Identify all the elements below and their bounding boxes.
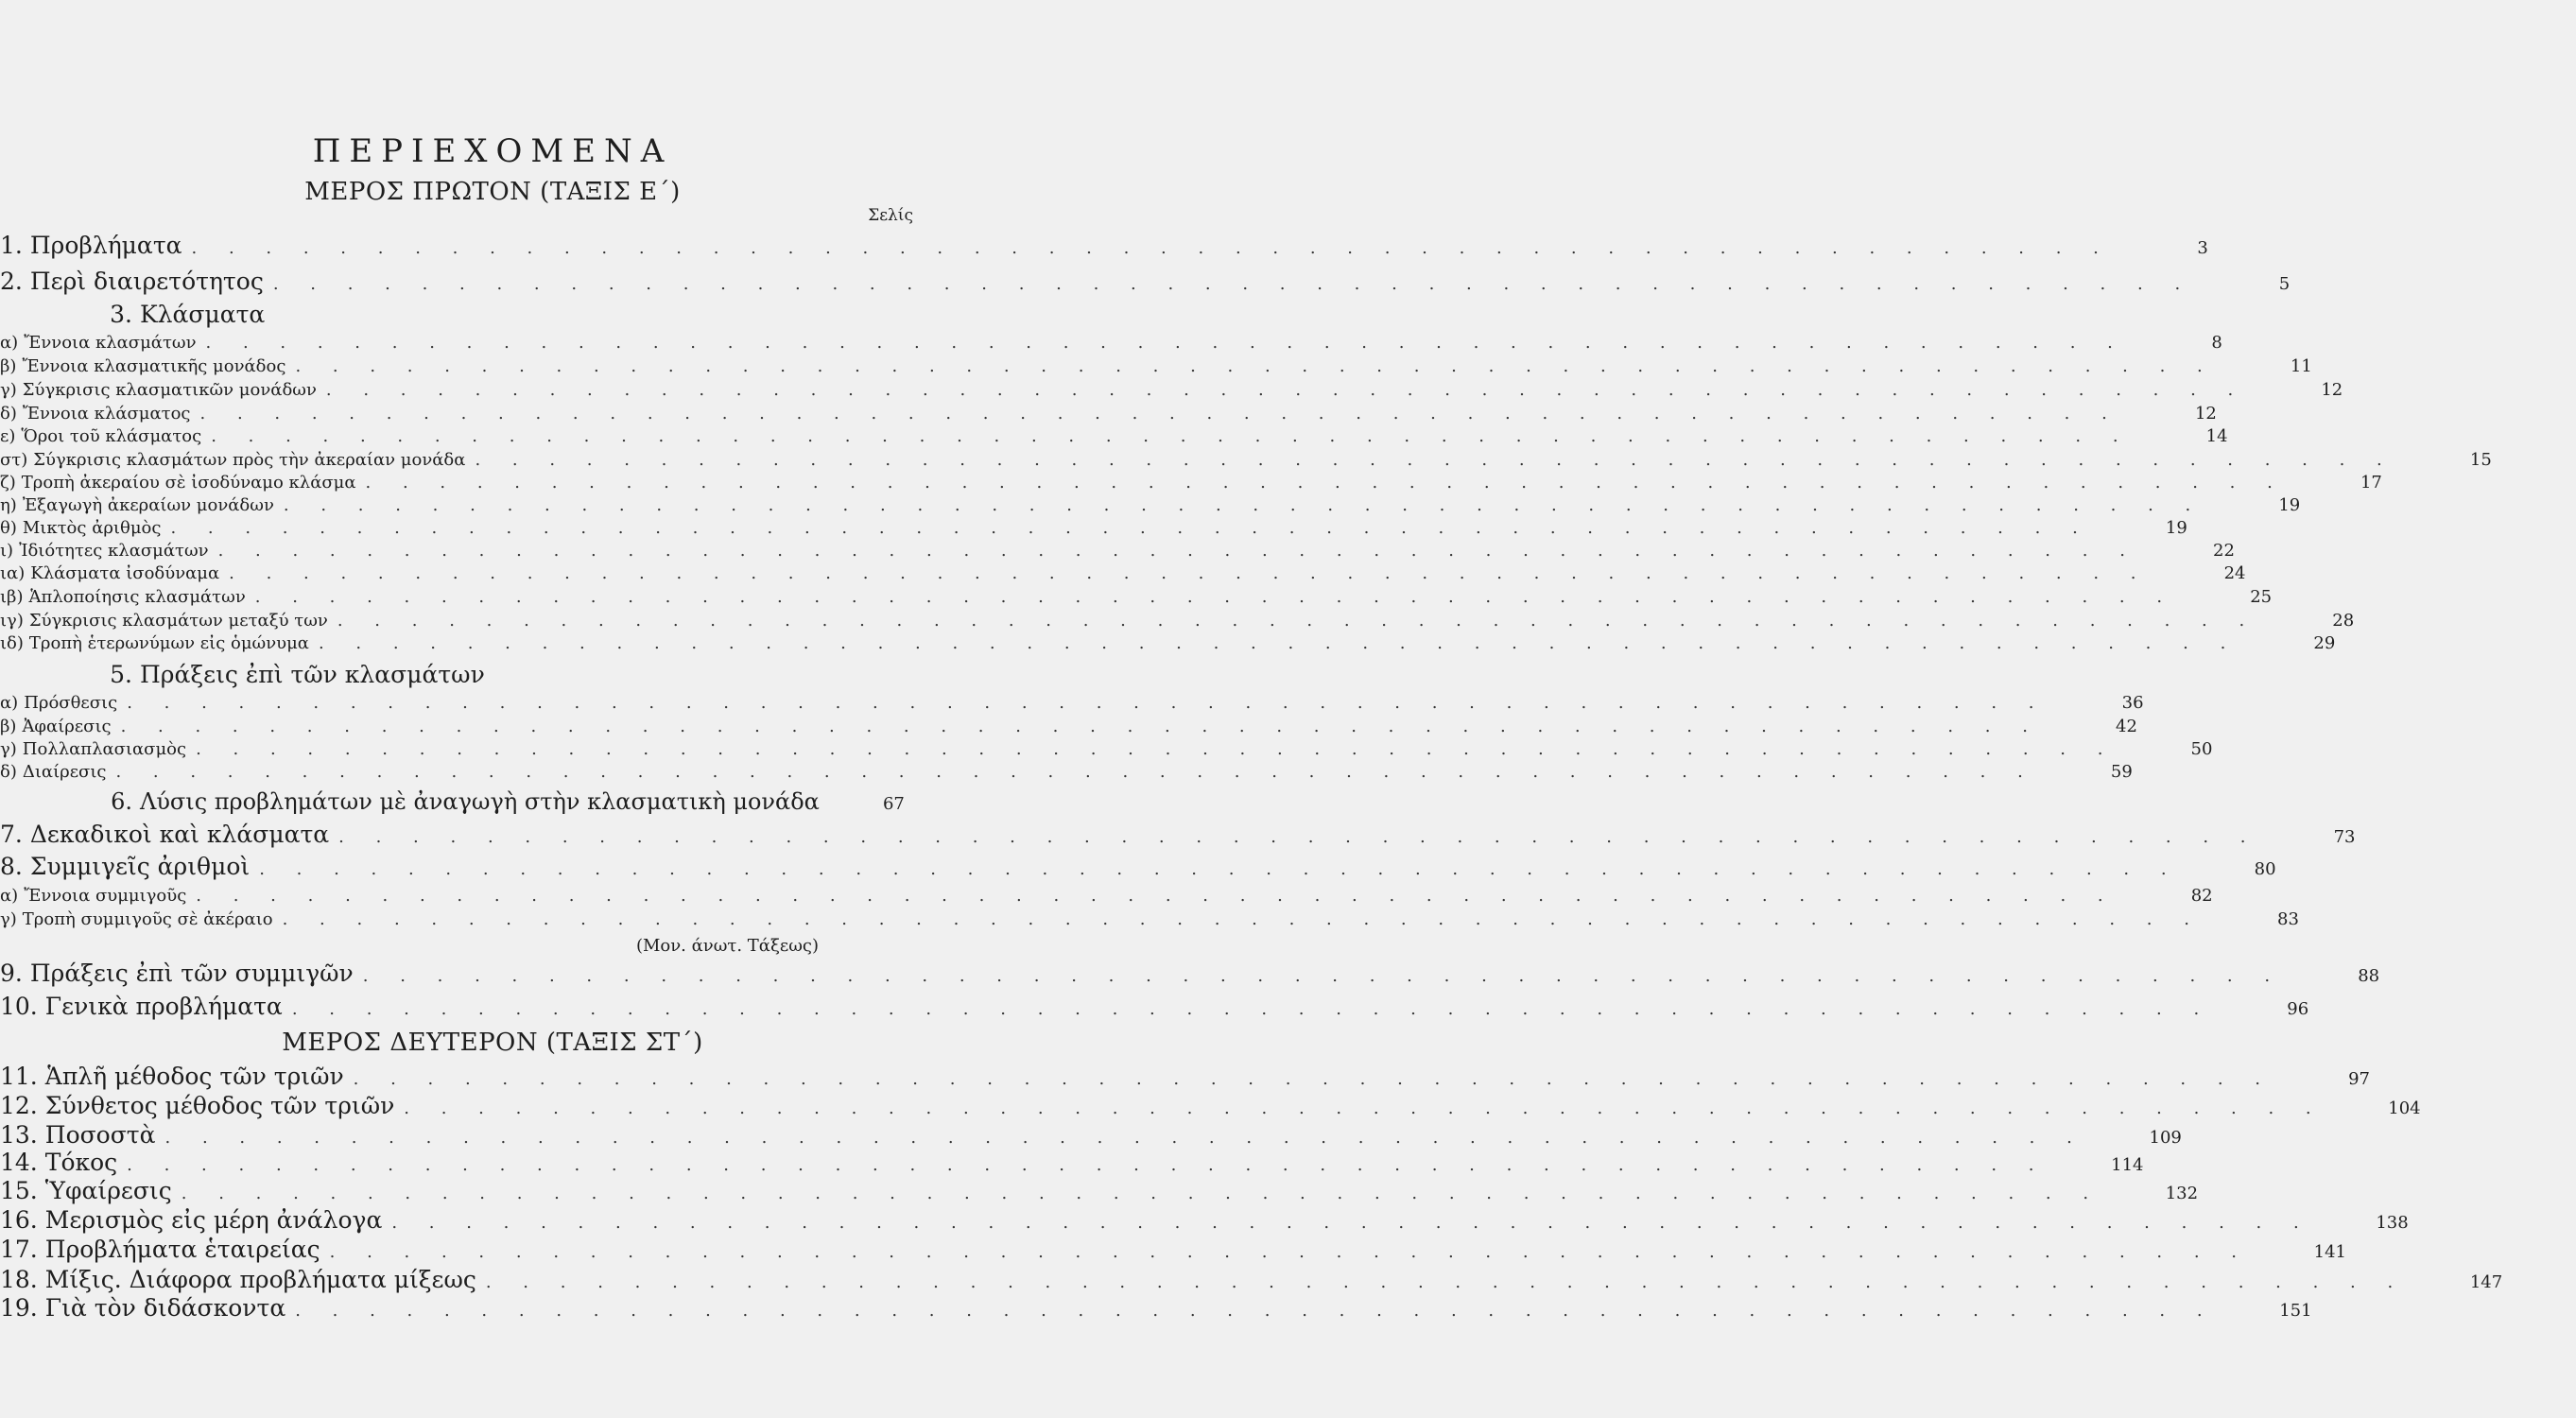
toc-subentry: β) Ἀφαίρεσις . . . . . . . . . . . . . . . . . . . . . . . . . . . . . . . . . . . . . . . . . . . . . . . . . . . . 42 bbox=[0, 717, 985, 736]
entry-label: Τροπὴ ἀκεραίου σὲ ἰσοδύναμο κλάσμα bbox=[21, 473, 356, 493]
entry-label: Ἔννοια συμμιγοῦς bbox=[24, 886, 187, 906]
entry-page: 138 bbox=[2376, 1213, 2409, 1233]
toc-subentry: δ) Ἔννοια κλάσματος . . . . . . . . . . . . . . . . . . . . . . . . . . . . . . . . . . . . . . . . . . . . . . . . . . . . 12 bbox=[0, 404, 985, 424]
page-title: ΠΕΡΙΕΧΟΜΕΝΑ bbox=[312, 132, 673, 170]
entry-label: Πράξεις ἐπὶ τῶν συμμιγῶν bbox=[29, 960, 354, 987]
toc-subentry: γ) Πολλαπλασιασμὸς . . . . . . . . . . . . . . . . . . . . . . . . . . . . . . . . . . . . . . . . . . . . . . . . . . . . 50 bbox=[0, 739, 985, 759]
toc-subentry: ια) Κλάσματα ἰσοδύναμα . . . . . . . . . . . . . . . . . . . . . . . . . . . . . . . . . . . . . . . . . . . . . . . . . . . . 24 bbox=[0, 563, 985, 583]
entry-page: 151 bbox=[2279, 1301, 2312, 1321]
entry-label: Τόκος bbox=[44, 1149, 118, 1176]
entry-label: Πράξεις ἐπὶ τῶν κλασμάτων bbox=[140, 661, 485, 688]
toc-entry: 16. Μερισμὸς εἰς μέρη ἀνάλογα . . . . . . . . . . . . . . . . . . . . . . . . . . . . . . . . . . . . . . . . . . . . . . . . . . . . 138 bbox=[0, 1206, 985, 1234]
entry-label: Σύνθετος μέθοδος τῶν τριῶν bbox=[44, 1092, 395, 1119]
entry-label: Ἁπλῆ μέθοδος τῶν τριῶν bbox=[44, 1063, 344, 1090]
entry-page: 3 bbox=[2197, 238, 2208, 258]
entry-page: 80 bbox=[2254, 859, 2276, 879]
toc-entry: 10. Γενικὰ προβλήματα . . . . . . . . . . . . . . . . . . . . . . . . . . . . . . . . . . . . . . . . . . . . . . . . . . . . 96 bbox=[0, 993, 985, 1020]
toc-entry: 8. Συμμιγεῖς ἀριθμοὶ . . . . . . . . . . . . . . . . . . . . . . . . . . . . . . . . . . . . . . . . . . . . . . . . . . . . 80 bbox=[0, 853, 985, 880]
entry-page: 96 bbox=[2287, 999, 2309, 1019]
entry-label: Ποσοστὰ bbox=[44, 1121, 156, 1149]
toc-entry: 2. Περὶ διαιρετότητος . . . . . . . . . . . . . . . . . . . . . . . . . . . . . . . . . . . . . . . . . . . . . . . . . . . . 5 bbox=[0, 268, 985, 295]
toc-entry: 15. Ὑφαίρεσις . . . . . . . . . . . . . . . . . . . . . . . . . . . . . . . . . . . . . . . . . . . . . . . . . . . . 132 bbox=[0, 1177, 985, 1204]
entry-label: Γιὰ τὸν διδάσκοντα bbox=[44, 1294, 286, 1322]
entry-page: 12 bbox=[2194, 404, 2217, 424]
part-two-heading: ΜΕΡΟΣ ΔΕΥΤΕΡΟΝ (ΤΑΞΙΣ ΣΤ΄) bbox=[282, 1029, 703, 1057]
entry-label: Ὅροι τοῦ κλάσματος bbox=[21, 426, 202, 446]
toc-subentry: ιδ) Τροπὴ ἑτερωνύμων εἰς ὁμώνυμα . . . . . . . . . . . . . . . . . . . . . . . . . . . . . . . . . . . . . . . . . . . . . . . . . . . . 29 bbox=[0, 633, 985, 653]
entry-page: 5 bbox=[2278, 274, 2291, 294]
toc-subentry: ιγ) Σύγκρισις κλασμάτων μεταξύ των . . . . . . . . . . . . . . . . . . . . . . . . . . . . . . . . . . . . . . . . . . . . . . . . . . . . 28 bbox=[0, 611, 985, 631]
entry-page: 109 bbox=[2149, 1128, 2182, 1148]
entry-label: Προβλήματα ἑταιρείας bbox=[44, 1236, 320, 1263]
toc-subentry: δ) Διαίρεσις . . . . . . . . . . . . . . . . . . . . . . . . . . . . . . . . . . . . . . . . . . . . . . . . . . . . 59 bbox=[0, 762, 985, 782]
entry-label: Διαίρεσις bbox=[22, 762, 107, 782]
toc-entry: 13. Ποσοστὰ . . . . . . . . . . . . . . . . . . . . . . . . . . . . . . . . . . . . . . . . . . . . . . . . . . . . 109 bbox=[0, 1121, 985, 1149]
entry-page: 19 bbox=[2278, 495, 2301, 515]
toc-entry: 7. Δεκαδικοὶ καὶ κλάσματα . . . . . . . . . . . . . . . . . . . . . . . . . . . . . . . . . . . . . . . . . . . . . . . . . . . . 73 bbox=[0, 821, 985, 848]
entry-label: Ἰδιότητες κλασμάτων bbox=[19, 541, 209, 561]
entry-page: 59 bbox=[2110, 762, 2133, 782]
entry-label: Μίξις. Διάφορα προβλήματα μίξεως bbox=[44, 1266, 476, 1293]
toc-subentry: ζ) Τροπὴ ἀκεραίου σὲ ἰσοδύναμο κλάσμα . . . . . . . . . . . . . . . . . . . . . . . . . . . . . . . . . . . . . . . . . . . . . . . . . . . . 17 bbox=[0, 473, 985, 493]
entry-page: 17 bbox=[2360, 473, 2382, 493]
entry-page: 147 bbox=[2469, 1272, 2503, 1292]
entry-page: 114 bbox=[2111, 1155, 2144, 1175]
toc-entry: 14. Τόκος . . . . . . . . . . . . . . . . . . . . . . . . . . . . . . . . . . . . . . . . . . . . . . . . . . . . 114 bbox=[0, 1149, 985, 1176]
entry-page: 8 bbox=[2211, 333, 2222, 353]
entry-label: Τροπὴ συμμιγοῦς σὲ ἀκέραιο bbox=[22, 909, 273, 929]
toc-entry: 5. Πράξεις ἐπὶ τῶν κλασμάτων bbox=[110, 661, 485, 688]
entry-label: Γενικὰ προβλήματα bbox=[44, 993, 283, 1020]
toc-subentry: στ) Σύγκρισις κλασμάτων πρὸς τὴν ἀκεραίαν μονάδα . . . . . . . . . . . . . . . . . . . . . . . . . . . . . . . . . . . . . . . . . . . . . . . . . . . . 15 bbox=[0, 450, 985, 470]
entry-page: 29 bbox=[2313, 633, 2336, 653]
entry-label: Μερισμὸς εἰς μέρη ἀνάλογα bbox=[44, 1206, 383, 1234]
entry-page: 28 bbox=[2332, 611, 2355, 631]
entry-label: Κλάσματα ἰσοδύναμα bbox=[30, 563, 220, 583]
toc-subentry: θ) Μικτὸς ἀριθμὸς . . . . . . . . . . . . . . . . . . . . . . . . . . . . . . . . . . . . . . . . . . . . . . . . . . . . 19 bbox=[0, 518, 985, 538]
entry-page: 24 bbox=[2223, 563, 2246, 583]
entry-label: Σύγκρισις κλασμάτων μεταξύ των bbox=[28, 611, 328, 631]
entry-label: Τροπὴ ἑτερωνύμων εἰς ὁμώνυμα bbox=[28, 633, 309, 653]
entry-label: Ἐξαγωγὴ ἀκεραίων μονάδων bbox=[22, 495, 274, 515]
entry-page: 42 bbox=[2116, 717, 2137, 736]
entry-page: 15 bbox=[2469, 450, 2492, 470]
entry-page: 104 bbox=[2388, 1098, 2421, 1118]
entry-label: Ἔννοια κλασματικῆς μονάδος bbox=[22, 356, 286, 376]
entry-page: 19 bbox=[2165, 518, 2187, 538]
entry-label: Σύγκρισις κλασμάτων πρὸς τὴν ἀκεραίαν μονάδα bbox=[33, 450, 466, 470]
entry-label: Ἔννοια κλάσματος bbox=[22, 404, 191, 424]
part-one-heading: ΜΕΡΟΣ ΠΡΩΤΟΝ (ΤΑΞΙΣ Ε΄) bbox=[304, 178, 681, 206]
entry-page: 12 bbox=[2321, 380, 2343, 400]
toc-entry: 3. Κλάσματα bbox=[110, 301, 266, 328]
entry-page: 88 bbox=[2358, 966, 2380, 986]
toc-entry: 17. Προβλήματα ἑταιρείας . . . . . . . . . . . . . . . . . . . . . . . . . . . . . . . . . . . . . . . . . . . . . . . . . . . . 141 bbox=[0, 1236, 985, 1263]
entry-page: 11 bbox=[2290, 356, 2312, 376]
toc-subentry: β) Ἔννοια κλασματικῆς μονάδος . . . . . . . . . . . . . . . . . . . . . . . . . . . . . . . . . . . . . . . . . . . . . . . . . . . . 11 bbox=[0, 356, 985, 376]
toc-subentry: ι) Ἰδιότητες κλασμάτων . . . . . . . . . . . . . . . . . . . . . . . . . . . . . . . . . . . . . . . . . . . . . . . . . . . . 22 bbox=[0, 541, 985, 561]
entry-label: Σύγκρισις κλασματικῶν μονάδων bbox=[22, 380, 317, 400]
toc-entry: 11. Ἁπλῆ μέθοδος τῶν τριῶν . . . . . . . . . . . . . . . . . . . . . . . . . . . . . . . . . . . . . . . . . . . . . . . . . . . . 97 bbox=[0, 1063, 985, 1090]
entry-page: 25 bbox=[2250, 587, 2273, 607]
toc-entry: 9. Πράξεις ἐπὶ τῶν συμμιγῶν . . . . . . . . . . . . . . . . . . . . . . . . . . . . . . . . . . . . . . . . . . . . . . . . . . . . 88 bbox=[0, 960, 985, 987]
toc-entry: 1. Προβλήματα . . . . . . . . . . . . . . . . . . . . . . . . . . . . . . . . . . . . . . . . . . . . . . . . . . . . 3 bbox=[0, 232, 985, 259]
toc-entry: 19. Γιὰ τὸν διδάσκοντα . . . . . . . . . . . . . . . . . . . . . . . . . . . . . . . . . . . . . . . . . . . . . . . . . . . . 151 bbox=[0, 1294, 985, 1322]
entry-page: 141 bbox=[2313, 1242, 2346, 1262]
entry-label: Ἁπλοποίησις κλασμάτων bbox=[28, 587, 246, 607]
entry-label: Πρόσθεσις bbox=[24, 693, 118, 713]
toc-subentry: γ) Σύγκρισις κλασματικῶν μονάδων . . . . . . . . . . . . . . . . . . . . . . . . . . . . . . . . . . . . . . . . . . . . . . . . . . . . 12 bbox=[0, 380, 985, 400]
toc-subentry: η) Ἐξαγωγὴ ἀκεραίων μονάδων . . . . . . . . . . . . . . . . . . . . . . . . . . . . . . . . . . . . . . . . . . . . . . . . . . . . 19 bbox=[0, 495, 985, 515]
entry-label: Κλάσματα bbox=[140, 301, 266, 328]
footnote-upper-class: (Μον. άνωτ. Τάξεως) bbox=[635, 936, 819, 956]
entry-label: Πολλαπλασιασμὸς bbox=[22, 739, 187, 759]
entry-label: Ὑφαίρεσις bbox=[44, 1177, 172, 1204]
entry-label: Ἔννοια κλασμάτων bbox=[24, 333, 197, 353]
toc-entry: 6. Λύσις προβλημάτων μὲ ἀναγωγὴ στὴν κλασματικὴ μονάδα 67 bbox=[0, 788, 985, 815]
entry-page: 132 bbox=[2165, 1184, 2199, 1203]
entry-page: 36 bbox=[2121, 693, 2144, 713]
toc-subentry: ιβ) Ἁπλοποίησις κλασμάτων . . . . . . . . . . . . . . . . . . . . . . . . . . . . . . . . . . . . . . . . . . . . . . . . . . . . 25 bbox=[0, 587, 985, 607]
toc-subentry: α) Ἔννοια κλασμάτων . . . . . . . . . . . . . . . . . . . . . . . . . . . . . . . . . . . . . . . . . . . . . . . . . . . . 8 bbox=[0, 333, 985, 353]
entry-label: Συμμιγεῖς ἀριθμοὶ bbox=[29, 853, 251, 880]
entry-page: 50 bbox=[2190, 739, 2213, 759]
entry-label: Μικτὸς ἀριθμὸς bbox=[22, 518, 162, 538]
entry-page: 82 bbox=[2190, 886, 2213, 906]
entry-page: 73 bbox=[2333, 827, 2356, 847]
entry-label: Περὶ διαιρετότητος bbox=[29, 268, 264, 295]
toc-subentry: α) Ἔννοια συμμιγοῦς . . . . . . . . . . . . . . . . . . . . . . . . . . . . . . . . . . . . . . . . . . . . . . . . . . . . 82 bbox=[0, 886, 985, 906]
toc-subentry: α) Πρόσθεσις . . . . . . . . . . . . . . . . . . . . . . . . . . . . . . . . . . . . . . . . . . . . . . . . . . . . 36 bbox=[0, 693, 985, 713]
entry-page: 97 bbox=[2348, 1069, 2370, 1089]
entry-label: Προβλήματα bbox=[29, 232, 182, 259]
entry-page: 83 bbox=[2277, 909, 2299, 929]
entry-page: 22 bbox=[2213, 541, 2235, 561]
entry-page: 67 bbox=[882, 794, 905, 814]
entry-label: Λύσις προβλημάτων μὲ ἀναγωγὴ στὴν κλασματικὴ μονάδα bbox=[140, 788, 820, 815]
toc-entry: 12. Σύνθετος μέθοδος τῶν τριῶν . . . . . . . . . . . . . . . . . . . . . . . . . . . . . . . . . . . . . . . . . . . . . . . . . . . . 104 bbox=[0, 1092, 985, 1119]
entry-label: Ἀφαίρεσις bbox=[22, 717, 112, 736]
entry-label: Δεκαδικοὶ καὶ κλάσματα bbox=[29, 821, 330, 848]
entry-page: 14 bbox=[2205, 426, 2228, 446]
page-column-header: Σελίς bbox=[868, 206, 913, 225]
toc-subentry: γ) Τροπὴ συμμιγοῦς σὲ ἀκέραιο . . . . . . . . . . . . . . . . . . . . . . . . . . . . . . . . . . . . . . . . . . . . . . . . . . . . 83 bbox=[0, 909, 985, 929]
toc-subentry: ε) Ὅροι τοῦ κλάσματος . . . . . . . . . . . . . . . . . . . . . . . . . . . . . . . . . . . . . . . . . . . . . . . . . . . . 14 bbox=[0, 426, 985, 446]
toc-entry: 18. Μίξις. Διάφορα προβλήματα μίξεως . . . . . . . . . . . . . . . . . . . . . . . . . . . . . . . . . . . . . . . . . . . . . . . . . . . . 147 bbox=[0, 1266, 985, 1293]
